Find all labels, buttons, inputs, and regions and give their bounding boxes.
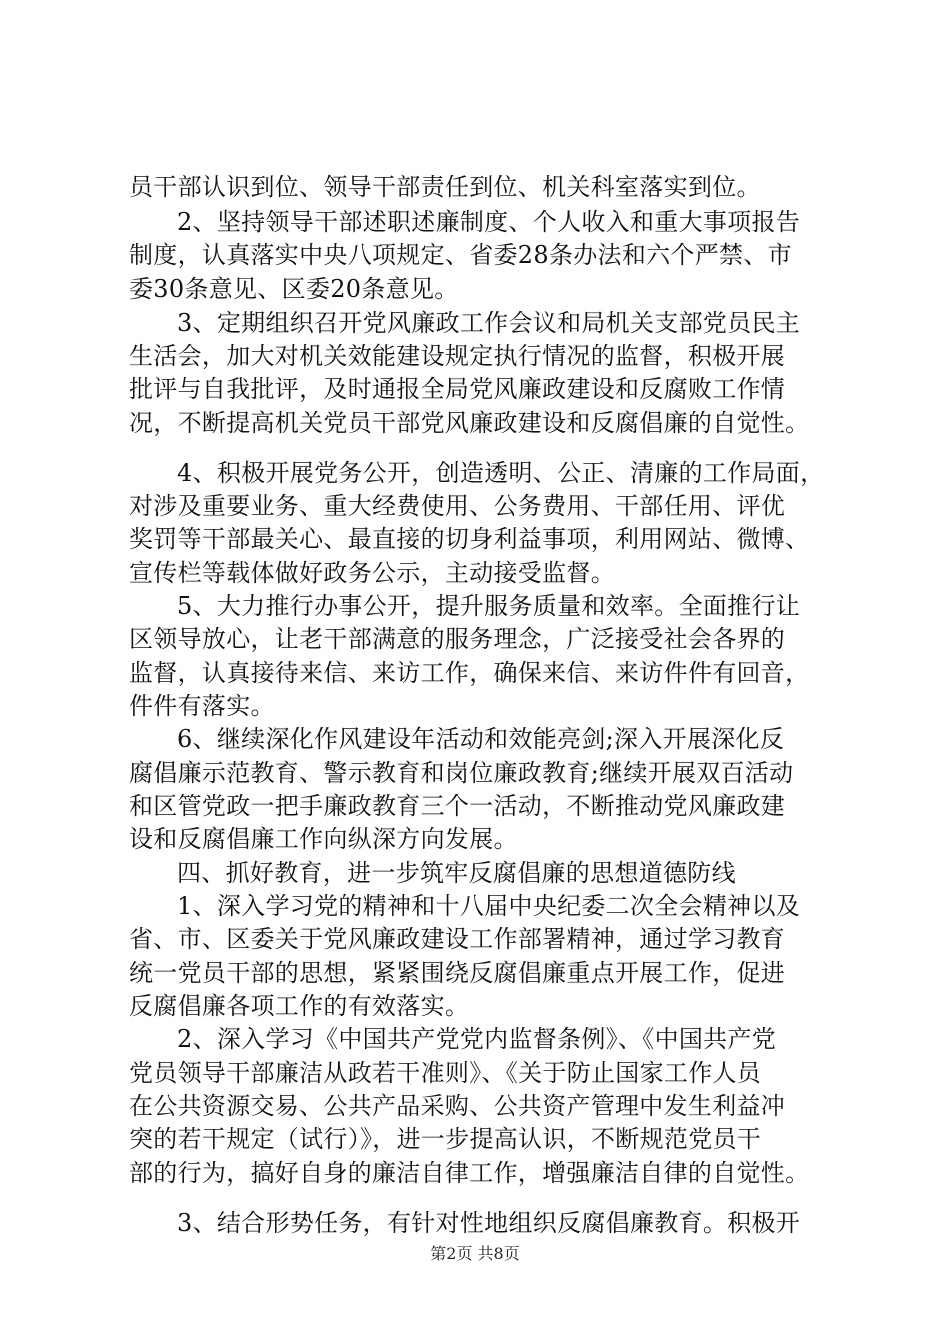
text-line: 3、定期组织召开党风廉政工作会议和局机关支部党员民主	[177, 309, 801, 337]
text-line: 4、积极开展党务公开，创造透明、公正、清廉的工作局面，	[177, 459, 825, 487]
text-line: 在公共资源交易、公共产品采购、公共资产管理中发生利益冲	[129, 1092, 786, 1120]
text-line: 6、继续深化作风建设年活动和效能亮剑;深入开展深化反	[177, 725, 785, 753]
text-line: 区领导放心，让老干部满意的服务理念，广泛接受社会各界的	[129, 625, 786, 653]
text-line: 反腐倡廉各项工作的有效落实。	[129, 992, 470, 1020]
section-heading: 四、抓好教育，进一步筑牢反腐倡廉的思想道德防线	[177, 859, 736, 887]
text-line: 和区管党政一把手廉政教育三个一活动，不断推动党风廉政建	[129, 792, 786, 820]
text-line: 制度，认真落实中央八项规定、省委28条办法和六个严禁、市	[129, 241, 792, 269]
text-line: 5、大力推行办事公开，提升服务质量和效率。全面推行让	[177, 592, 801, 620]
text-line: 员干部认识到位、领导干部责任到位、机关科室落实到位。	[129, 173, 761, 201]
text-line: 党员领导干部廉洁从政若干准则》、《关于防止国家工作人员	[129, 1059, 762, 1087]
text-line: 2、坚持领导干部述职述廉制度、个人收入和重大事项报告	[177, 208, 801, 236]
text-line: 件件有落实。	[129, 692, 275, 720]
text-line: 3、结合形势任务，有针对性地组织反腐倡廉教育。积极开	[177, 1209, 801, 1237]
text-line: 监督，认真接待来信、来访工作，确保来信、来访件件有回音，	[129, 659, 810, 687]
text-line: 突的若干规定（试行）》，进一步提高认识，不断规范党员干	[129, 1125, 762, 1153]
text-line: 奖罚等干部最关心、最直接的切身利益事项，利用网站、微博、	[129, 525, 810, 553]
text-line: 设和反腐倡廉工作向纵深方向发展。	[129, 825, 518, 853]
text-line: 省、市、区委关于党风廉政建设工作部署精神，通过学习教育	[129, 925, 786, 953]
text-line: 对涉及重要业务、重大经费使用、公务费用、干部任用、评优	[129, 492, 786, 520]
text-line: 批评与自我批评，及时通报全局党风廉政建设和反腐败工作情	[129, 375, 786, 403]
text-line: 委30条意见、区委20条意见。	[129, 275, 459, 303]
text-line: 统一党员干部的思想，紧紧围绕反腐倡廉重点开展工作，促进	[129, 959, 786, 987]
text-line: 宣传栏等载体做好政务公示，主动接受监督。	[129, 559, 615, 587]
text-line: 腐倡廉示范教育、警示教育和岗位廉政教育;继续开展双百活动	[129, 759, 794, 787]
text-line: 况，不断提高机关党员干部党风廉政建设和反腐倡廉的自觉性。	[129, 409, 810, 437]
text-line: 生活会，加大对机关效能建设规定执行情况的监督，积极开展	[129, 342, 786, 370]
text-line: 部的行为，搞好自身的廉洁自律工作，增强廉洁自律的自觉性。	[129, 1159, 810, 1187]
page-number-footer: 第2页 共8页	[430, 1244, 520, 1263]
text-line: 1、深入学习党的精神和十八届中央纪委二次全会精神以及	[177, 892, 801, 920]
text-line: 2、深入学习《中国共产党党内监督条例》、《中国共产党	[177, 1025, 777, 1053]
